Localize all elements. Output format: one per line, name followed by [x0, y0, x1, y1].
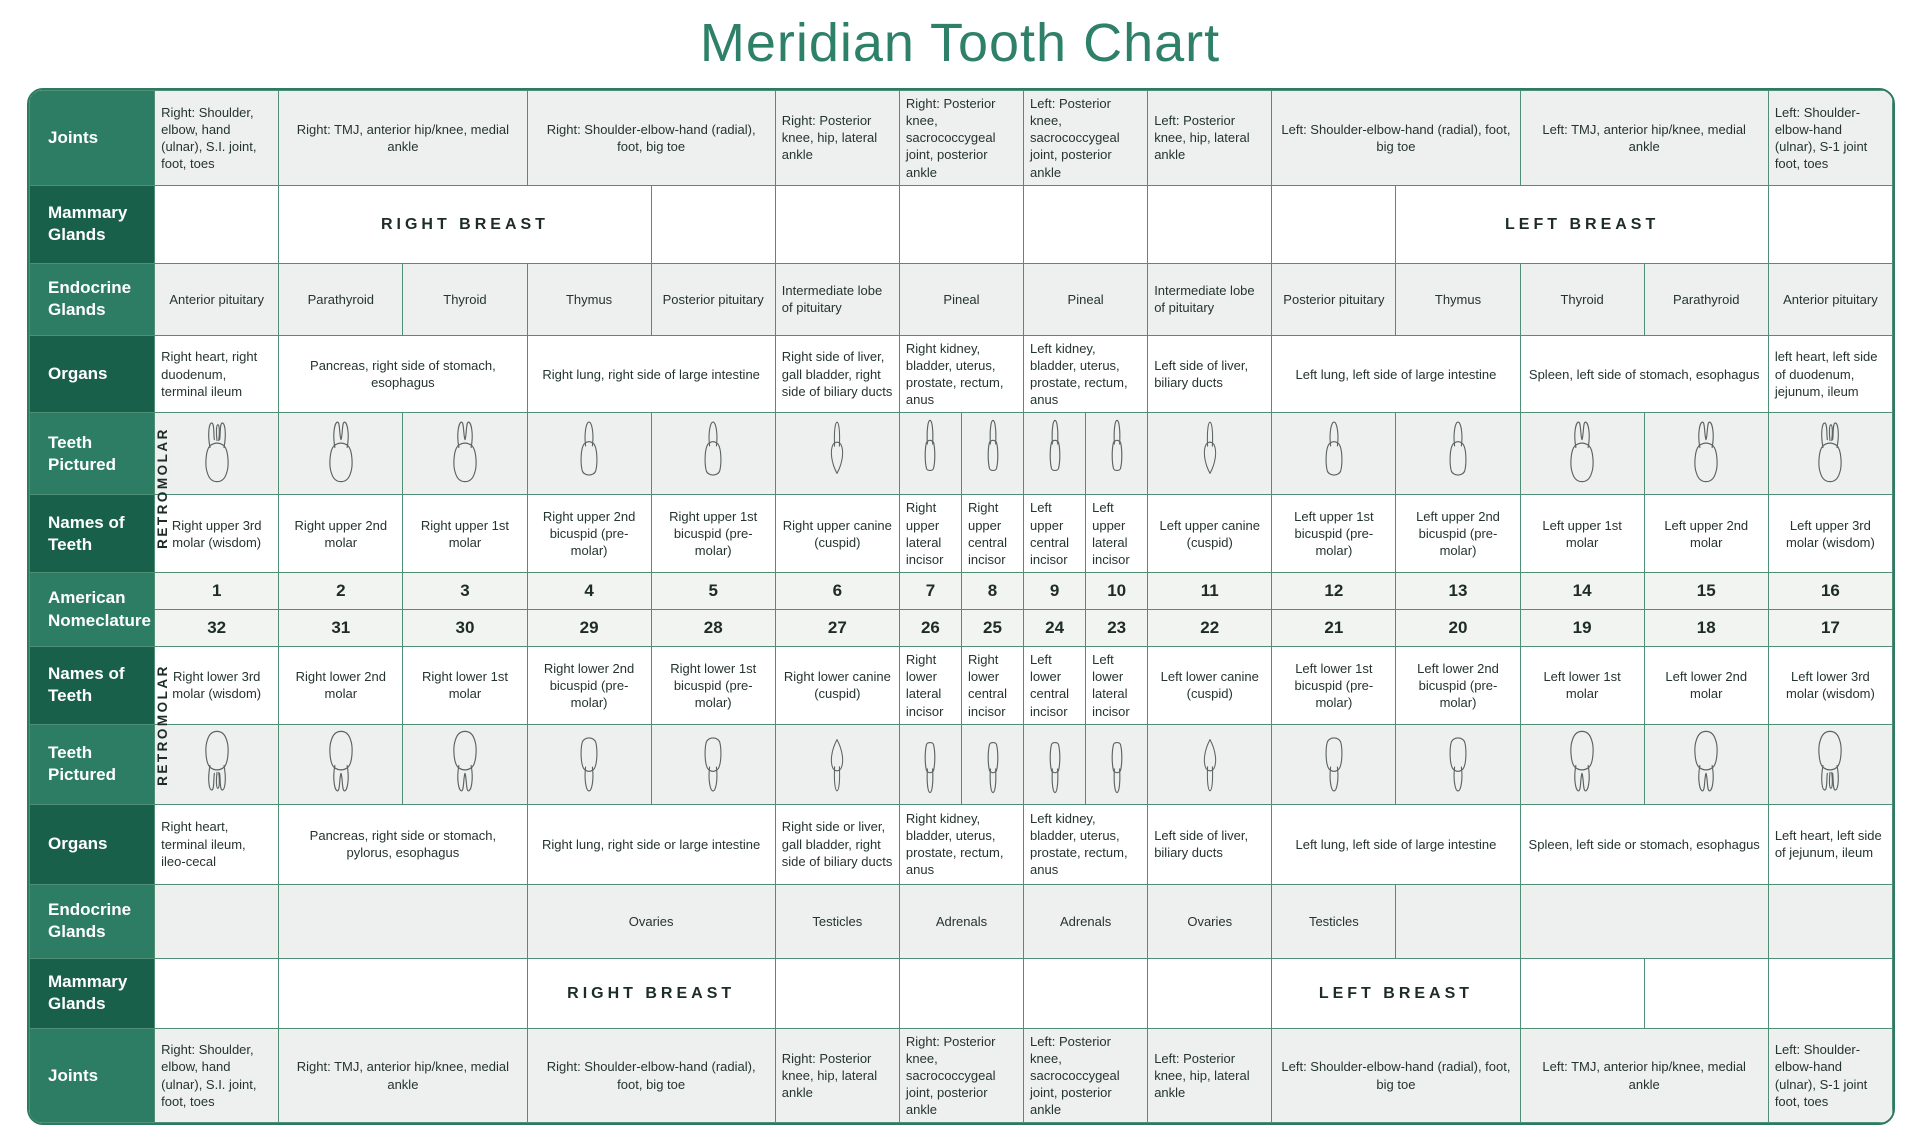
row-header-teeth-top: Teeth Pictured — [30, 413, 155, 495]
cell-joints-top-10: Left: Shoulder-elbow-hand (ulnar), S-1 joint foot, toes — [1768, 91, 1892, 186]
tooth-cell-teeth-top-8 — [961, 413, 1023, 495]
cell-endocrine-top-10: Posterior pituitary — [1272, 263, 1396, 335]
row-organs-bottom — [30, 804, 1893, 884]
row-joints-bottom — [30, 1028, 1893, 1123]
cell-joints-top-5: Right: Posterior knee, sacrococcygeal joint, posterior ankle — [899, 91, 1023, 186]
tooth-number-lower-1: 32 — [155, 610, 279, 647]
cell-mammary-top-5 — [899, 185, 1023, 263]
cell-endocrine-top-11: Thymus — [1396, 263, 1520, 335]
cell-organs-bottom-5: Right kidney, bladder, uterus, prostate, rectum, anus — [899, 804, 1023, 884]
tooth-cell-teeth-top-10 — [1086, 413, 1148, 495]
upper-2nd-bicuspid-icon — [572, 416, 606, 486]
tooth-number-lower-14: 19 — [1520, 610, 1644, 647]
cell-names-bottom-14: Left lower 1st molar — [1520, 647, 1644, 725]
cell-joints-bottom-6: Left: Posterior knee, sacrococcygeal joint, posterior ankle — [1024, 1028, 1148, 1123]
tooth-number-upper-10: 10 — [1086, 573, 1148, 610]
upper-central-incisor-icon — [982, 416, 1004, 486]
tooth-cell-teeth-top-12 — [1272, 413, 1396, 495]
cell-organs-top-9: Spleen, left side of stomach, esophagus — [1520, 335, 1768, 413]
page-title: Meridian Tooth Chart — [699, 13, 1221, 73]
tooth-number-lower-5: 28 — [651, 610, 775, 647]
row-header-names-top: Names of Teeth — [30, 495, 155, 573]
cell-names-top-10: Left upper lateral incisor — [1086, 495, 1148, 573]
tooth-cell-teeth-bottom-8 — [961, 724, 1023, 804]
tooth-cell-teeth-bottom-15 — [1644, 724, 1768, 804]
cell-organs-top-10: left heart, left side of duodenum, jejunum, ileum — [1768, 335, 1892, 413]
tooth-cell-teeth-bottom-12 — [1272, 724, 1396, 804]
cell-organs-bottom-1: Right heart, terminal ileum, ileo-cecal — [155, 804, 279, 884]
cell-names-bottom-13: Left lower 2nd bicuspid (pre-molar) — [1396, 647, 1520, 725]
cell-endocrine-top-12: Thyroid — [1520, 263, 1644, 335]
tooth-number-lower-13: 20 — [1396, 610, 1520, 647]
cell-names-top-12: Left upper 1st bicuspid (pre-molar) — [1272, 495, 1396, 573]
tooth-cell-teeth-bottom-16 — [1768, 724, 1892, 804]
tooth-number-lower-9: 24 — [1024, 610, 1086, 647]
tooth-number-lower-6: 27 — [775, 610, 899, 647]
tooth-number-upper-6: 6 — [775, 573, 899, 610]
lower-wisdom-molar-icon — [198, 727, 236, 797]
tooth-cell-teeth-bottom-4 — [527, 724, 651, 804]
row-header-endocrine-top: Endocrine Glands — [30, 263, 155, 335]
row-mammary-bottom — [30, 958, 1893, 1028]
tooth-number-upper-14: 14 — [1520, 573, 1644, 610]
cell-names-bottom-10: Left lower lateral incisor — [1086, 647, 1148, 725]
cell-endocrine-bottom-6: Adrenals — [1024, 884, 1148, 958]
cell-endocrine-top-6: Intermediate lobe of pituitary — [775, 263, 899, 335]
tooth-number-upper-4: 4 — [527, 573, 651, 610]
upper-2nd-molar-icon — [322, 416, 360, 486]
lower-1st-molar-icon — [446, 727, 484, 797]
lower-2nd-bicuspid-icon — [1441, 727, 1475, 797]
cell-mammary-bottom-6 — [1024, 958, 1148, 1028]
tooth-number-lower-10: 23 — [1086, 610, 1148, 647]
cell-names-top-1: Right upper 3rd molar (wisdom) — [155, 495, 279, 573]
cell-endocrine-top-8: Pineal — [1024, 263, 1148, 335]
cell-organs-bottom-4: Right side or liver, gall bladder, right side of biliary ducts — [775, 804, 899, 884]
cell-endocrine-bottom-4: Testicles — [775, 884, 899, 958]
tooth-number-upper-12: 12 — [1272, 573, 1396, 610]
tooth-cell-teeth-top-15 — [1644, 413, 1768, 495]
cell-endocrine-top-5: Posterior pituitary — [651, 263, 775, 335]
row-header-endocrine-bottom: Endocrine Glands — [30, 884, 155, 958]
lower-2nd-molar-icon — [1687, 727, 1725, 797]
cell-endocrine-bottom-3: Ovaries — [527, 884, 775, 958]
cell-mammary-top-2: RIGHT BREAST — [279, 185, 651, 263]
cell-names-top-11: Left upper canine (cuspid) — [1148, 495, 1272, 573]
cell-mammary-top-10 — [1768, 185, 1892, 263]
cell-joints-top-3: Right: Shoulder-elbow-hand (radial), foot, big toe — [527, 91, 775, 186]
upper-2nd-bicuspid-icon — [1441, 416, 1475, 486]
cell-names-top-7: Right upper lateral incisor — [899, 495, 961, 573]
row-endocrine-bottom — [30, 884, 1893, 958]
cell-mammary-top-9: LEFT BREAST — [1396, 185, 1768, 263]
cell-mammary-bottom-10 — [1644, 958, 1768, 1028]
upper-1st-bicuspid-icon — [696, 416, 730, 486]
cell-organs-bottom-2: Pancreas, right side or stomach, pylorus, esophagus — [279, 804, 527, 884]
cell-names-bottom-6: Right lower canine (cuspid) — [775, 647, 899, 725]
tooth-cell-teeth-top-2 — [279, 413, 403, 495]
cell-names-bottom-2: Right lower 2nd molar — [279, 647, 403, 725]
row-endocrine-top — [30, 263, 1893, 335]
tooth-number-lower-15: 18 — [1644, 610, 1768, 647]
cell-endocrine-top-2: Parathyroid — [279, 263, 403, 335]
cell-joints-top-7: Left: Posterior knee, hip, lateral ankle — [1148, 91, 1272, 186]
cell-endocrine-top-13: Parathyroid — [1644, 263, 1768, 335]
row-names-bottom — [30, 647, 1893, 725]
cell-mammary-top-4 — [775, 185, 899, 263]
row-header-joints-bottom: Joints — [30, 1028, 155, 1123]
upper-1st-bicuspid-icon — [1317, 416, 1351, 486]
upper-canine-icon — [821, 416, 853, 486]
tooth-cell-teeth-bottom-6 — [775, 724, 899, 804]
tooth-cell-teeth-top-9 — [1024, 413, 1086, 495]
cell-joints-bottom-7: Left: Posterior knee, hip, lateral ankle — [1148, 1028, 1272, 1123]
cell-names-top-5: Right upper 1st bicuspid (pre-molar) — [651, 495, 775, 573]
cell-organs-top-3: Right lung, right side of large intestine — [527, 335, 775, 413]
cell-joints-bottom-2: Right: TMJ, anterior hip/knee, medial ankle — [279, 1028, 527, 1123]
upper-lateral-incisor-icon — [1106, 416, 1128, 486]
cell-organs-top-6: Left kidney, bladder, uterus, prostate, rectum, anus — [1024, 335, 1148, 413]
cell-endocrine-top-4: Thymus — [527, 263, 651, 335]
cell-names-bottom-3: Right lower 1st molar — [403, 647, 527, 725]
row-joints-top — [30, 91, 1893, 186]
cell-organs-top-8: Left lung, left side of large intestine — [1272, 335, 1520, 413]
tooth-cell-teeth-bottom-10 — [1086, 724, 1148, 804]
cell-organs-top-5: Right kidney, bladder, uterus, prostate, rectum, anus — [899, 335, 1023, 413]
cell-organs-bottom-3: Right lung, right side or large intestine — [527, 804, 775, 884]
upper-wisdom-molar-icon — [1811, 416, 1849, 486]
cell-organs-top-7: Left side of liver, biliary ducts — [1148, 335, 1272, 413]
cell-names-bottom-9: Left lower central incisor — [1024, 647, 1086, 725]
cell-endocrine-bottom-11 — [1768, 884, 1892, 958]
cell-endocrine-top-1: Anterior pituitary — [155, 263, 279, 335]
cell-names-top-4: Right upper 2nd bicuspid (pre-molar) — [527, 495, 651, 573]
tooth-cell-teeth-bottom-7 — [899, 724, 961, 804]
tooth-cell-teeth-bottom-2 — [279, 724, 403, 804]
cell-mammary-bottom-1 — [155, 958, 279, 1028]
cell-endocrine-bottom-9 — [1396, 884, 1520, 958]
cell-mammary-bottom-9 — [1520, 958, 1644, 1028]
row-organs-top — [30, 335, 1893, 413]
tooth-cell-teeth-top-14 — [1520, 413, 1644, 495]
tooth-cell-teeth-top-6 — [775, 413, 899, 495]
row-header-organs-bottom: Organs — [30, 804, 155, 884]
tooth-number-lower-4: 29 — [527, 610, 651, 647]
upper-2nd-molar-icon — [1687, 416, 1725, 486]
tooth-cell-teeth-top-13 — [1396, 413, 1520, 495]
upper-1st-molar-icon — [1563, 416, 1601, 486]
cell-joints-top-1: Right: Shoulder, elbow, hand (ulnar), S.I. joint, foot, toes — [155, 91, 279, 186]
cell-endocrine-top-3: Thyroid — [403, 263, 527, 335]
tooth-number-upper-5: 5 — [651, 573, 775, 610]
cell-mammary-top-1 — [155, 185, 279, 263]
tooth-cell-teeth-top-3 — [403, 413, 527, 495]
cell-names-bottom-8: Right lower central incisor — [961, 647, 1023, 725]
lower-central-incisor-icon — [1044, 727, 1066, 797]
cell-organs-top-4: Right side of liver, gall bladder, right side of biliary ducts — [775, 335, 899, 413]
lower-lateral-incisor-icon — [1106, 727, 1128, 797]
row-names-top — [30, 495, 1893, 573]
cell-mammary-bottom-2 — [279, 958, 527, 1028]
cell-mammary-top-3 — [651, 185, 775, 263]
row-header-teeth-bottom: Teeth Pictured — [30, 724, 155, 804]
row-header-american: American Nomeclature — [30, 573, 155, 647]
cell-endocrine-bottom-8: Testicles — [1272, 884, 1396, 958]
cell-names-top-9: Left upper central incisor — [1024, 495, 1086, 573]
cell-names-top-6: Right upper canine (cuspid) — [775, 495, 899, 573]
cell-joints-top-2: Right: TMJ, anterior hip/knee, medial ankle — [279, 91, 527, 186]
cell-names-bottom-7: Right lower lateral incisor — [899, 647, 961, 725]
tooth-cell-teeth-top-7 — [899, 413, 961, 495]
tooth-cell-teeth-bottom-5 — [651, 724, 775, 804]
cell-names-top-15: Left upper 2nd molar — [1644, 495, 1768, 573]
cell-mammary-bottom-3: RIGHT BREAST — [527, 958, 775, 1028]
cell-joints-bottom-5: Right: Posterior knee, sacrococcygeal joint, posterior ankle — [899, 1028, 1023, 1123]
cell-names-top-14: Left upper 1st molar — [1520, 495, 1644, 573]
cell-endocrine-bottom-10 — [1520, 884, 1768, 958]
tooth-cell-teeth-top-4 — [527, 413, 651, 495]
cell-organs-bottom-8: Left lung, left side of large intestine — [1272, 804, 1520, 884]
lower-2nd-molar-icon — [322, 727, 360, 797]
cell-organs-bottom-6: Left kidney, bladder, uterus, prostate, rectum, anus — [1024, 804, 1148, 884]
tooth-cell-teeth-bottom-3 — [403, 724, 527, 804]
tooth-number-upper-3: 3 — [403, 573, 527, 610]
lower-wisdom-molar-icon — [1811, 727, 1849, 797]
cell-names-bottom-12: Left lower 1st bicuspid (pre-molar) — [1272, 647, 1396, 725]
tooth-number-upper-1: 1 — [155, 573, 279, 610]
tooth-number-lower-2: 31 — [279, 610, 403, 647]
cell-organs-top-1: Right heart, right duodenum, terminal ileum — [155, 335, 279, 413]
cell-joints-bottom-10: Left: Shoulder-elbow-hand (ulnar), S-1 joint foot, toes — [1768, 1028, 1892, 1123]
tooth-number-upper-9: 9 — [1024, 573, 1086, 610]
upper-1st-molar-icon — [446, 416, 484, 486]
tooth-number-lower-8: 25 — [961, 610, 1023, 647]
row-header-names-bottom: Names of Teeth — [30, 647, 155, 725]
cell-names-top-3: Right upper 1st molar — [403, 495, 527, 573]
cell-names-top-13: Left upper 2nd bicuspid (pre-molar) — [1396, 495, 1520, 573]
cell-mammary-top-7 — [1148, 185, 1272, 263]
tooth-number-upper-2: 2 — [279, 573, 403, 610]
cell-endocrine-bottom-2 — [279, 884, 527, 958]
tooth-number-upper-7: 7 — [899, 573, 961, 610]
cell-names-bottom-11: Left lower canine (cuspid) — [1148, 647, 1272, 725]
tooth-number-lower-3: 30 — [403, 610, 527, 647]
cell-names-bottom-16: Left lower 3rd molar (wisdom) — [1768, 647, 1892, 725]
lower-1st-bicuspid-icon — [696, 727, 730, 797]
cell-mammary-bottom-4 — [775, 958, 899, 1028]
cell-endocrine-top-7: Pineal — [899, 263, 1023, 335]
lower-1st-bicuspid-icon — [1317, 727, 1351, 797]
tooth-cell-teeth-bottom-13 — [1396, 724, 1520, 804]
tooth-number-upper-16: 16 — [1768, 573, 1892, 610]
tooth-number-lower-12: 21 — [1272, 610, 1396, 647]
cell-names-bottom-1: Right lower 3rd molar (wisdom) — [155, 647, 279, 725]
tooth-number-lower-7: 26 — [899, 610, 961, 647]
cell-mammary-bottom-11 — [1768, 958, 1892, 1028]
cell-names-top-8: Right upper central incisor — [961, 495, 1023, 573]
tooth-cell-teeth-top-11 — [1148, 413, 1272, 495]
cell-endocrine-bottom-7: Ovaries — [1148, 884, 1272, 958]
cell-endocrine-top-14: Anterior pituitary — [1768, 263, 1892, 335]
tooth-number-lower-11: 22 — [1148, 610, 1272, 647]
row-teeth-top — [30, 413, 1893, 495]
cell-names-top-2: Right upper 2nd molar — [279, 495, 403, 573]
cell-organs-bottom-9: Spleen, left side or stomach, esophagus — [1520, 804, 1768, 884]
cell-joints-top-9: Left: TMJ, anterior hip/knee, medial ankle — [1520, 91, 1768, 186]
lower-central-incisor-icon — [982, 727, 1004, 797]
lower-canine-icon — [1194, 727, 1226, 797]
row-header-organs-top: Organs — [30, 335, 155, 413]
tooth-cell-teeth-top-16 — [1768, 413, 1892, 495]
tooth-cell-teeth-bottom-9 — [1024, 724, 1086, 804]
tooth-number-upper-11: 11 — [1148, 573, 1272, 610]
cell-organs-bottom-10: Left heart, left side of jejunum, ileum — [1768, 804, 1892, 884]
cell-names-bottom-4: Right lower 2nd bicuspid (pre-molar) — [527, 647, 651, 725]
meridian-tooth-chart — [27, 88, 1895, 1125]
cell-organs-top-2: Pancreas, right side of stomach, esophagus — [279, 335, 527, 413]
cell-joints-top-4: Right: Posterior knee, hip, lateral ankle — [775, 91, 899, 186]
tooth-cell-teeth-bottom-11 — [1148, 724, 1272, 804]
cell-endocrine-bottom-1 — [155, 884, 279, 958]
tooth-number-upper-8: 8 — [961, 573, 1023, 610]
upper-canine-icon — [1194, 416, 1226, 486]
cell-mammary-bottom-5 — [899, 958, 1023, 1028]
retromolar-label-bottom: RETROMOLAR — [155, 663, 171, 786]
cell-mammary-top-6 — [1024, 185, 1148, 263]
cell-endocrine-bottom-5: Adrenals — [899, 884, 1023, 958]
cell-joints-bottom-1: Right: Shoulder, elbow, hand (ulnar), S.I. joint, foot, toes — [155, 1028, 279, 1123]
tooth-number-upper-15: 15 — [1644, 573, 1768, 610]
tooth-chart-table — [29, 90, 1893, 1123]
tooth-number-lower-16: 17 — [1768, 610, 1892, 647]
lower-canine-icon — [821, 727, 853, 797]
lower-2nd-bicuspid-icon — [572, 727, 606, 797]
lower-lateral-incisor-icon — [919, 727, 941, 797]
cell-joints-top-8: Left: Shoulder-elbow-hand (radial), foot, big toe — [1272, 91, 1520, 186]
row-american-1 — [30, 573, 1893, 610]
cell-joints-bottom-8: Left: Shoulder-elbow-hand (radial), foot, big toe — [1272, 1028, 1520, 1123]
cell-names-bottom-15: Left lower 2nd molar — [1644, 647, 1768, 725]
cell-mammary-bottom-8: LEFT BREAST — [1272, 958, 1520, 1028]
row-header-mammary-top: Mammary Glands — [30, 185, 155, 263]
upper-lateral-incisor-icon — [919, 416, 941, 486]
row-teeth-bottom — [30, 724, 1893, 804]
cell-mammary-bottom-7 — [1148, 958, 1272, 1028]
upper-central-incisor-icon — [1044, 416, 1066, 486]
cell-mammary-top-8 — [1272, 185, 1396, 263]
cell-names-bottom-5: Right lower 1st bicuspid (pre-molar) — [651, 647, 775, 725]
tooth-number-upper-13: 13 — [1396, 573, 1520, 610]
upper-wisdom-molar-icon — [198, 416, 236, 486]
lower-1st-molar-icon — [1563, 727, 1601, 797]
row-mammary-top — [30, 185, 1893, 263]
cell-joints-bottom-9: Left: TMJ, anterior hip/knee, medial ankle — [1520, 1028, 1768, 1123]
row-header-joints-top: Joints — [30, 91, 155, 186]
row-header-mammary-bottom: Mammary Glands — [30, 958, 155, 1028]
cell-organs-bottom-7: Left side of liver, biliary ducts — [1148, 804, 1272, 884]
tooth-cell-teeth-bottom-14 — [1520, 724, 1644, 804]
cell-joints-bottom-3: Right: Shoulder-elbow-hand (radial), foot, big toe — [527, 1028, 775, 1123]
cell-endocrine-top-9: Intermediate lobe of pituitary — [1148, 263, 1272, 335]
retromolar-label-top: RETROMOLAR — [155, 427, 171, 550]
cell-joints-bottom-4: Right: Posterior knee, hip, lateral ankle — [775, 1028, 899, 1123]
cell-joints-top-6: Left: Posterior knee, sacrococcygeal joint, posterior ankle — [1024, 91, 1148, 186]
row-american-2 — [30, 610, 1893, 647]
tooth-cell-teeth-top-5 — [651, 413, 775, 495]
cell-names-top-16: Left upper 3rd molar (wisdom) — [1768, 495, 1892, 573]
